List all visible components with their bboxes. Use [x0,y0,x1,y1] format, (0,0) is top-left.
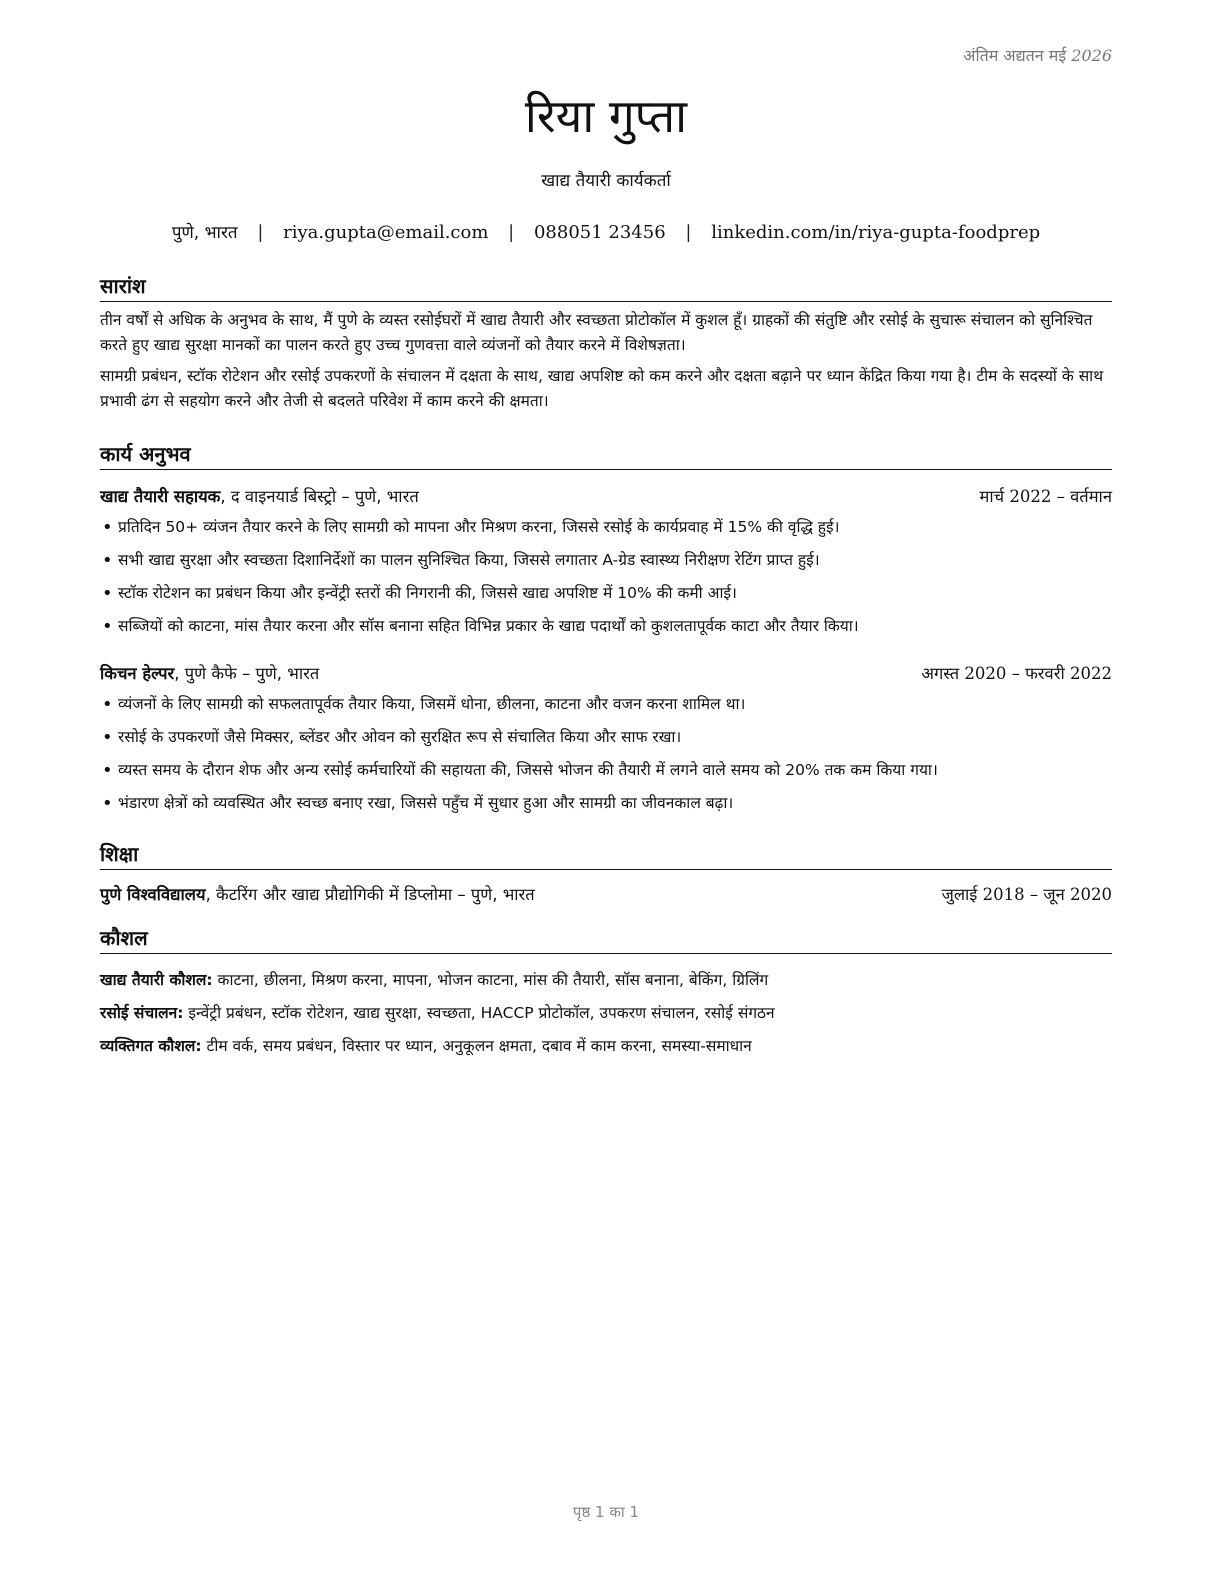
education-dates: जुलाई 2018 – जून 2020 [941,885,1112,904]
contact-separator: | [257,222,264,243]
job-title: खाद्य तैयारी कार्यकर्ता [541,171,671,191]
job-dates: अगस्त 2020 – फरवरी 2022 [921,664,1112,683]
contact-line [100,220,1112,243]
contact-linkedin[interactable]: linkedin.com/in/riya-gupta-foodprep [711,222,1041,243]
job-bullets [100,511,1112,643]
job-role-org [100,661,319,684]
last-updated [963,44,1112,66]
last-updated-year: 2026 [1071,46,1112,65]
job-role-org [100,484,419,507]
candidate-name: रिया गुप्ता [524,89,688,143]
job-header [100,661,1112,684]
list-item: • भंडारण क्षेत्रों को व्यवस्थित और स्वच्छ बनाए रखा, जिससे पहुँच में सुधार हुआ और सामग्री का जीवनकाल बढ़ा। [100,787,1112,820]
job-bullets [100,688,1112,820]
contact-phone: 088051 23456 [533,222,666,243]
skill-group-items: इन्वेंट्री प्रबंधन, स्टॉक रोटेशन, खाद्य सुरक्षा, स्वच्छता, HACCP प्रोटोकॉल, उपकरण संचालन, रसोई संगठन [183,1004,775,1022]
resume-page [100,0,1112,1584]
contact-separator: | [685,222,692,243]
skill-group-items: काटना, छीलना, मिश्रण करना, मापना, भोजन काटना, मांस की तैयारी, सॉस बनाना, बेकिंग, ग्रिलिंग [212,971,769,989]
contact-location: पुणे, भारत [171,223,238,243]
skills-section [100,924,1112,1063]
page-number: पृष्ठ 1 का 1 [572,1503,640,1521]
list-item: • सब्जियों को काटना, मांस तैयार करना और सॉस बनाना सहित विभिन्न प्रकार के खाद्य पदार्थों को कुशलतापूर्वक काटा और तैयार किया। [100,610,1112,643]
summary-heading: सारांश [100,272,1112,302]
contact-email[interactable]: riya.gupta@email.com [283,222,489,243]
skill-group [100,964,1112,997]
job-role: किचन हेल्पर [100,664,175,683]
skill-group-label: व्यक्तिगत कौशल: [100,1037,202,1055]
summary-section [100,272,1112,418]
contact-separator: | [508,222,515,243]
education-institution-detail [100,882,535,905]
education-section [100,840,1112,905]
list-item: • स्टॉक रोटेशन का प्रबंधन किया और इन्वेंट्री स्तरों की निगरानी की, जिससे खाद्य अपशिष्ट में 10% की कमी आई। [100,577,1112,610]
skill-group [100,997,1112,1030]
list-item: • सभी खाद्य सुरक्षा और स्वच्छता दिशानिर्देशों का पालन सुनिश्चित किया, जिससे लगातार A-ग्रेड स्वास्थ्य निरीक्षण रेटिंग प्राप्त हुई। [100,544,1112,577]
experience-section [100,440,1112,820]
education-institution: पुणे विश्वविद्यालय [100,885,206,904]
job-role: खाद्य तैयारी सहायक [100,487,221,506]
skills-list [100,964,1112,1063]
job-org: , पुणे कैफे – पुणे, भारत [174,664,320,683]
summary-paragraph: तीन वर्षों से अधिक के अनुभव के साथ, मैं पुणे के व्यस्त रसोईघरों में खाद्य तैयारी और स्वच्छता प्रोटोकॉल में कुशल हूँ। ग्राहकों की संतुष्टि और रसोई के सुचारू संचालन को सुनिश्चित करते हुए खाद्य सुरक्षा मानकों का पालन करते हुए उच्च गुणवत्ता वाले व्यंजनों को तैयार करने में विशेषज्ञता। [100,311,1093,354]
list-item: • प्रतिदिन 50+ व्यंजन तैयार करने के लिए सामग्री को मापना और मिश्रण करना, जिससे रसोई के कार्यप्रवाह में 15% की वृद्धि हुई। [100,511,1112,544]
skill-group [100,1030,1112,1063]
last-updated-prefix: अंतिम अद्यतन मई [963,46,1067,65]
job-header [100,484,1112,507]
list-item: • रसोई के उपकरणों जैसे मिक्सर, ब्लेंडर और ओवन को सुरक्षित रूप से संचालित किया और साफ रखा। [100,721,1112,754]
skill-group-items: टीम वर्क, समय प्रबंधन, विस्तार पर ध्यान, अनुकूलन क्षमता, दबाव में काम करना, समस्या-समाधान [201,1037,752,1055]
job-dates: मार्च 2022 – वर्तमान [979,487,1112,506]
skill-group-label: रसोई संचालन: [100,1004,184,1022]
education-detail: , कैटरिंग और खाद्य प्रौद्योगिकी में डिप्लोमा – पुणे, भारत [205,885,535,904]
skills-heading: कौशल [100,924,1112,954]
summary-paragraph: सामग्री प्रबंधन, स्टॉक रोटेशन और रसोई उपकरणों के संचालन में दक्षता के साथ, खाद्य अपशिष्ट को कम करने और दक्षता बढ़ाने पर ध्यान केंद्रित किया गया है। टीम के सदस्यों के साथ प्रभावी ढंग से सहयोग करने और तेजी से बदलते परिवेश में काम करने की क्षमता। [100,367,1104,410]
experience-heading: कार्य अनुभव [100,440,1112,470]
list-item: • व्यंजनों के लिए सामग्री को सफलतापूर्वक तैयार किया, जिसमें धोना, छीलना, काटना और वजन करना शामिल था। [100,688,1112,721]
education-entry [100,882,1112,905]
job-org: , द वाइनयार्ड बिस्ट्रो – पुणे, भारत [220,487,419,506]
education-heading: शिक्षा [100,840,1112,870]
list-item: • व्यस्त समय के दौरान शेफ और अन्य रसोई कर्मचारियों की सहायता की, जिससे भोजन की तैयारी में लगने वाले समय को 20% तक कम किया गया। [100,754,1112,787]
skill-group-label: खाद्य तैयारी कौशल: [100,971,213,989]
